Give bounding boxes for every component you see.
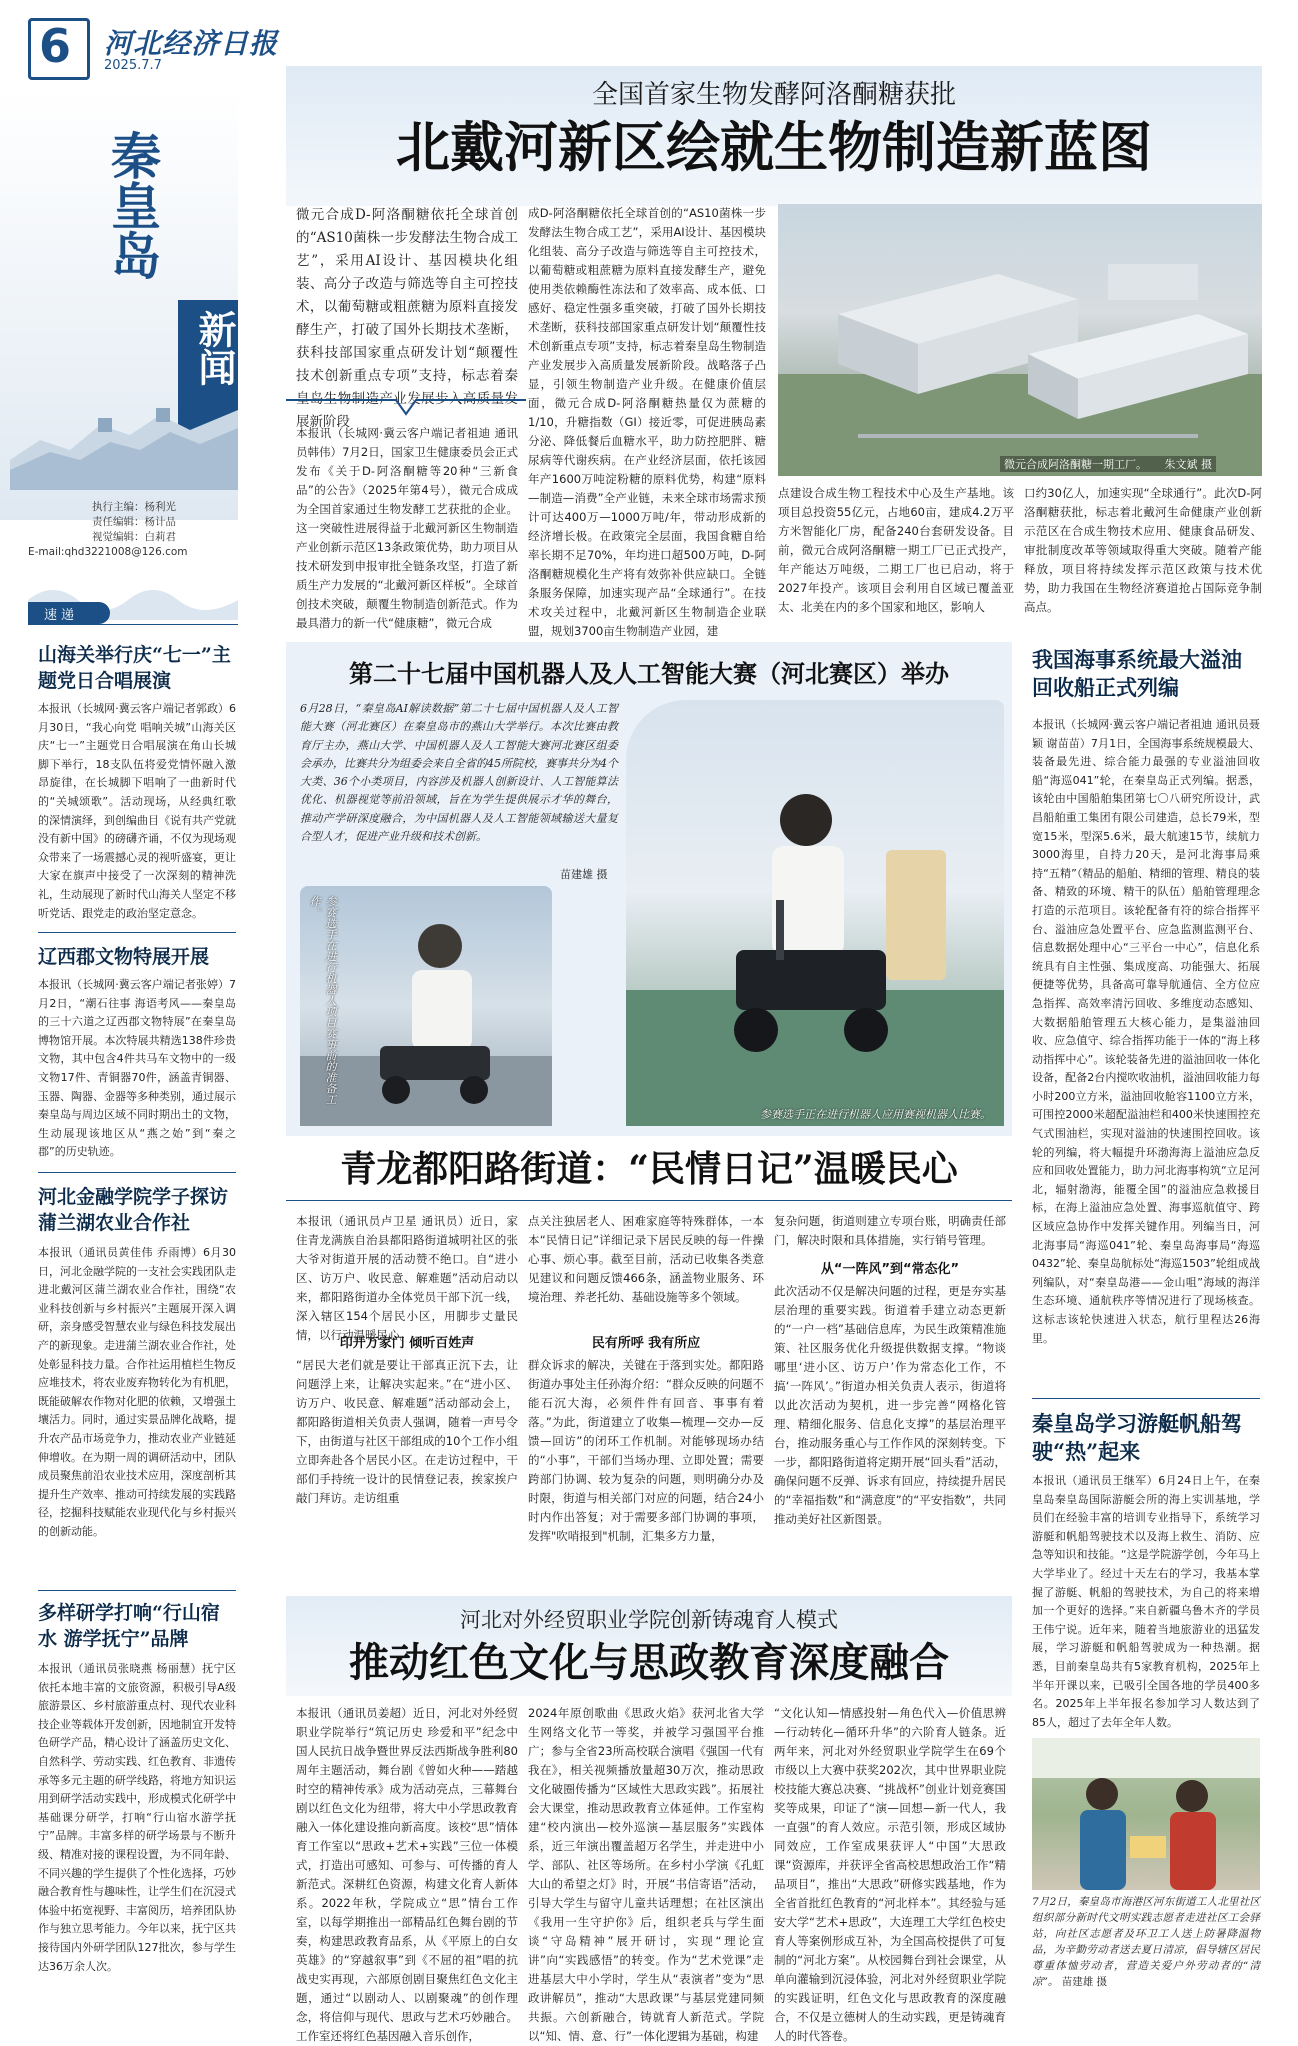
qinglong-col-2: 点关注独居老人、困难家庭等特殊群体，一本本“民情日记”详细记录下居民反映的每一件操心事、烦心事。截至目前，活动已收集各类意见建议和问题反馈466条，涵盖物业服务、环境治理、养老托幼、基础设施等多个领域。: [528, 1214, 764, 1304]
left-brief-title-1: 山海关举行庆“七一”主题党日合唱展演: [38, 644, 231, 692]
left-brief-title-4: 多样研学打响“行山宿水 游学抚宁”品牌: [38, 1602, 220, 1650]
qinglong-sub-2: 民有所呼 我有所应: [591, 1336, 701, 1351]
newspaper-name: 河北经济日报: [104, 27, 279, 60]
qinglong-col-1b: “居民大老们就是要让干部真正沉下去，让问题浮上来，让解决实起来。”在“进小区、访万户、收民意、解难题”活动部动会上，都阳路街道相关负责人强调，随着一声号令下，由街道与社区干部组成的10个工作小组立即奔赴各个居民小区。在走访过程中，干部们手持统一设计的民情登记表，挨家挨户敲门拜访。走访组重: [296, 1358, 518, 1505]
redculture-col-1: 本报讯（通讯员姜超）近日，河北对外经贸职业学院举行“筑记历史 珍爱和平”纪念中国人民抗日战争暨世界反法西斯战争胜利80周年主题活动，舞台剧《曾如火种——踏越时空的精神传承》成为活动亮点，三幕舞台剧以红色文化为纽带，将大中小学思政教育融入一体化建设推向新高度。该校“思”情体育工作室以“思政+艺术+实践”三位一体模式，打造出可感知、可参与、可传播的育人新范式。深耕红色资源，构建文化育人新体系。2022年秋，学院成立“思”情台工作室，以每学期推出一部精品红色舞台剧的节奏，构建思政教育品系，从《平原上的白女英雄》的“穿越叙事”到《不屈的祖”唱的抗战史实再现，六部原创剧目聚焦红色文化主题，通过“以剧动人、以剧聚魂”的创作理念，将信仰与现代、思政与艺术巧妙融合。工作室还将红色基因融入音乐创作，: [296, 1706, 518, 2043]
email-line: E-mail:qhd3221008@126.com: [28, 546, 188, 558]
issue-date: 2025.7.7: [104, 58, 162, 73]
robot-photographer: 苗建雄 摄: [560, 868, 608, 881]
brief-tag-rule: [28, 624, 238, 625]
left-brief-text-3: 本报讯（通讯员黄佳伟 乔雨博）6月30日，河北金融学院的一支社会实践团队走进北戴河区蒲兰湖农业合作社，围绕“农业科技创新与乡村振兴”主题展开深入调研，亲身感受智慧农业与绿色科技发展出产的新现象。走进蒲兰湖农业合作社，处处彰显科技力量。合作社运用植栏生物反应堆技术，将农业废弃物转化为有机肥，既能破解农作物对化肥的依赖，又增强土壤活力。同时，通过实景品牌化战略，提升农产品市场竞争力，推动农业产业链延伸增收。在为期一周的调研活动中，团队成员聚焦前沿农业技术应用，深度剖析其提升生产效率、推动可持续发展的实践路径，挖掘科技赋能农业现代化与乡村振兴的创新动能。: [38, 1246, 236, 1538]
volunteer-photo: [1032, 1738, 1260, 1890]
redculture-headline: 推动红色文化与思政教育深度融合: [349, 1639, 949, 1686]
editor-line: 执行主编：杨利光: [92, 501, 176, 513]
lead-photo-credit: 朱文斌 摄: [1164, 458, 1212, 471]
redculture-kicker: 河北对外经贸职业学院创新铸魂育人模式: [460, 1608, 838, 1632]
right-brief-text-2: 本报讯（通讯员王继军）6月24日上午，在秦皇岛秦皇岛国际游艇会所的海上实训基地，学员们在经验丰富的培训专业指导下，系统学习游艇和帆船驾驶技术以及海上救生、消防、应急等知识和技能。“这是学院游学创，今年马上大学毕业了。经过十天左右的学习，我基本掌握了游艇、帆船的驾驶技术，为自己的将来增加一个更好的选择。”来自新疆乌鲁木齐的学员王伟宁说。近年来，随着当地旅游业的迅猛发展，学习游艇和帆船驾驶成为一种热潮。据悉，目前秦皇岛共有5家教育机构，2025年上半年开课以来，已吸引全国各地的学员400多名。2025年上半年报名参加学习人数达到了85人，超过了去年全年人数。: [1032, 1474, 1260, 1729]
left-brief-title-2: 辽西郡文物特展开展: [38, 946, 210, 968]
volunteer-caption-credit: 苗建雄 摄: [1061, 1976, 1108, 1988]
left-brief-rule-2: [38, 1172, 236, 1173]
section-city: 秦皇岛: [103, 130, 162, 280]
qinglong-sub-1: 印开万家门 倾听百姓声: [339, 1336, 475, 1351]
robot-headline: 第二十七届中国机器人及人工智能大赛（河北赛区）举办: [349, 659, 949, 688]
lead-kicker: 全国首家生物发酵阿洛酮糖获批: [591, 80, 956, 110]
qinglong-col-3: 复杂问题，街道则建立专项台账，明确责任部门，解决时限和具体措施，实行销号管理。: [774, 1214, 1006, 1247]
right-brief-title-1: 我国海事系统最大溢油回收船正式列编: [1032, 647, 1242, 700]
left-brief-text-2: 本报讯（长城网·冀云客户端记者张婷）7月2日，“潮石往事 海语考风——秦皇岛的三十六道之辽西郡文物特展”在秦皇岛博物馆开展。本次特展共精选138件珍贵文物，其中包含4件共马车文物中的一级文物17件、青铜器70件，涵盖青铜器、玉器、陶器、金器等多种类别，通过展示秦皇岛与周边区域不同时期出土的文物，生动展现该地区从“燕之始”到“秦之郡”的历史轨迹。: [38, 978, 236, 1159]
lead-summary: 微元合成D-阿洛酮糖依托全球首创的“AS10菌株一步发酵法生物合成工艺”，采用AI设计、基因模块化组装、高分子改造与筛选等自主可控技术，以葡萄糖或粗蔗糖为原料直接发酵生产，打破了国外长期技术垄断，获科技部国家重点研发计划“颠覆性技术创新重点专项”支持，标志着秦皇岛生物制造产业发展步入高质量发展新阶段: [296, 207, 518, 430]
qinglong-col-2b: 群众诉求的解决，关键在于落到实处。都阳路街道办事处主任孙海介绍：“群众反映的问题不能石沉大海，必须件件有回音、事事有着落。”为此，街道建立了收集—梳理—交办—反馈—回访”的闭环工作机制。对能够现场办结的“小事”，干部们当场办理、立即处置；需要跨部门协调、较为复杂的问题，则明确分办及时限，街道与相关部门对应的问题，结合24小时内作出答复；对于需要多部门协调的事项，发挥"吹哨报到"机制，汇集多方力量，: [528, 1358, 764, 1543]
factory-aerial-illustration: [778, 204, 1262, 476]
left-brief-rule-1: [38, 932, 236, 933]
robot-right-illustration: [626, 700, 1004, 1126]
right-brief-title-2: 秦皇岛学习游艇帆船驾驶“热”起来: [1032, 1411, 1242, 1464]
brief-tag-label: 速递: [44, 608, 79, 623]
robot-photo-right: [626, 700, 1004, 1126]
right-brief-rule-1: [1032, 1398, 1260, 1399]
visual-editor-line: 视觉编辑：白莉君: [92, 531, 176, 543]
editor-credits: [28, 500, 232, 560]
volunteer-caption-text: 7月2日，秦皇岛市海港区河东街道工人北里社区组织部分新时代文明实践志愿者走进社区工会驿站，向社区志愿者及环卫工人送上防暑降温物品，为辛勤劳动者送去夏日清凉，倡导辖区居民尊重体恤劳动者，营造关爱户外劳动者的“清凉”。: [1032, 1896, 1260, 1988]
qinglong-col-3b: 此次活动不仅是解决问题的过程，更是夯实基层治理的重要实践。街道着手建立动态更新的“一户一档”基础信息库，为民生政策精准施策、社区服务优化升级提供数据支撑。“物谈哪里‘进小区、访万户’作为常态化工作，不搞‘一阵风’。”街道办相关负责人表示，街道将以此次活动为契机，进一步完善“网格化管理、精细化服务、信息化支撑”的基层治理平台，推动服务重心与工作作风的深刻转变。下一步，都阳路街道将定期开展“回头看”活动，确保问题不反弹、诉求有回应，持续提升居民的“幸福指数”和“满意度”的“平安指数”，共同推动美好社区新图景。: [774, 1284, 1006, 1526]
qinglong-sub-3: 从“一阵风”到“常态化”: [820, 1262, 960, 1277]
great-wall-illustration: [10, 380, 238, 490]
brief-tag: [28, 602, 110, 624]
redculture-col-3: “文化认知—情感投射—角色代入—价值思辨—行动转化—循环升华”的六阶育人链条。近两年来，河北对外经贸职业学院学生在69个市级以上大赛中获奖202次，其中世界职业院校技能大赛总决赛、“挑战杯”创业计划竞赛国奖等成果，印证了“演—回想—新一代人，我一直强”的育人效应。示范引领，形成区域协同效应，工作室成果获评人“中国”大思政课“资源库，并获评全省高校思想政治工作“精品项目”，推出“大思政”研修实践基地，作为全省首批红色教育的“河北样本”。其经验与延安大学“艺术+思政”，大连理工大学红色校史育人等案例形成互补，为全国高校提供了可复制的“河北方案”。从校园舞台到社会课堂，从单向灌输到沉浸体验，河北对外经贸职业学院的实践证明，红色文化与思政教育的深度融合，不仅是立德树人的生动实践，更是铸魂育人的时代答卷。: [774, 1706, 1006, 2043]
lead-col-2: 成D-阿洛酮糖依托全球首创的“AS10菌株一步发酵法生物合成工艺”，采用AI设计、基因模块化组装、高分子改造与筛选等自主可控技术，以葡萄糖或粗蔗糖为原料直接发酵生产，避免使用类依赖酶性冻法和了效率高、成本低、口感好、稳定性强多重突破，打破了国外长期技术垄断，获科技部国家重点研发计划“颠覆性技术创新重点专项”支持，标志着秦皇岛生物制造产业发展步入高质量发展新阶段。战略落子凸显，引领生物制造产业升级。在健康价值层面，微元合成D-阿洛酮糖热量仅为蔗糖的1/10，升糖指数（GI）接近零，可促进胰岛素分泌、降低餐后血糖水平，助力防控肥胖、糖尿病等代谢疾病。在产业经济层面，依托该园年产1600万吨淀粉糖的原料优势，构建“原料—制造—消费”全产业链，未来全球市场需求预计可达400万—1000万吨/年，带动形成新的经济增长极。在政策完全层面，我国食糖自给率长期不足70%，年均进口超500万吨，D-阿洛酮糖规模化生产将有效弥补供应缺口。全链条服务保障，加速实现产品“全球通行”。在技术攻关过程中，北戴河新区生物制造企业联盟，规划3700亩生物制造产业园，建: [528, 206, 766, 638]
summary-arrow-decoration: [286, 396, 526, 420]
page-number-box: [28, 18, 90, 80]
left-brief-rule-3: [38, 1590, 236, 1591]
left-brief-text-1: 本报讯（长城网·冀云客户端记者郭政）6月30日，“我心向党 唱响关城”山海关区庆“七一”主题党日合唱展演在角山长城脚下举行，18支队伍将爱党情怀融入激昂旋律，在长城脚下唱响了一曲新时代的“关城颂歌”。活动现场，从经典红歌的深情演绎，到创编曲目《说有共产党就没有新中国》的磅礴齐诵，不仅为现场观众带来了一场震撼心灵的视听盛宴，更让大家在旗声中接受了一次深刻的精神洗礼，生动展现了新时代山海关人坚定不移听党话、跟党走的政治坚定意念。: [38, 702, 236, 920]
lead-photo-caption-text: 微元合成阿洛酮糖一期工厂。: [1004, 458, 1147, 471]
lead-col-3: 点建设合成生物工程技术中心及生产基地。该项目总投资55亿元，占地60亩，建成4.2万平方米智能化厂房，配备240台套研发设备。目前，微元合成阿洛酮糖一期工厂已正式投产，年产能达万吨级，二期工厂也已启动，将于2027年投产。该项目会利用自区域已覆盖亚太、北美在内的多个国家和地区，影响人: [778, 486, 1014, 614]
robot-photo-left-caption: 参赛选手在进行机器人项目赛事前的准备工作。: [308, 896, 337, 1105]
redculture-col-2: 2024年原创歌曲《思政火焰》获河北省大学生网络文化节一等奖，并被学习强国平台推广；参与全省23所高校联合演唱《强国一代有我在》，相关视频播放量超30万次，推动思政文化破圈传播为“区域性大思政实践”。拓展社会大课堂，推动思政教育立体延伸。工作室构建“校内演出—校外巡演—基层服务”实践体系，近三年演出覆盖超万名学生，并走进中小学、部队、社区等场所。在乡村小学演《孔虹大山的希望之灯》时，开展“书信寄语”活动，引导大学生与留守儿童共话理想；在社区演出《我用一生守护你》后，组织老兵与学生面谈“守岛精神”展开研讨，实现“理论宣讲”向“实践感悟”的转变。作为“艺术党课”走进基层大中小学时，学生从“表演者”变为“思政讲解员”，推动“大思政课”与基层党建同频共振。六创新融合，铸就育人新范式。学院以“知、情、意、行”一体化逻辑为基础，构建: [528, 1706, 764, 2043]
lead-photo: [778, 204, 1262, 476]
section-name: 新闻: [192, 310, 237, 386]
left-brief-title-3: 河北金融学院学子探访蒲兰湖农业合作社: [38, 1186, 229, 1234]
lead-headline: 北戴河新区绘就生物制造新蓝图: [396, 115, 1152, 179]
qinglong-col-1: 本报讯（通讯员卢卫星 通讯员）近日，家住青龙满族自治县都阳路街道城明社区的张大爷对街道开展的活动赞不绝口。自“进小区、访万户、收民意、解难题”活动启动以来，都阳路街道办全体党员干部下沉一线，深入辖区154个居民小区，用脚步丈量民情，以行动温暖民心。: [296, 1214, 518, 1342]
page-number: 6: [39, 19, 72, 73]
robot-photo-right-caption: 参赛选手正在进行机器人应用赛视机器人比赛。: [760, 1108, 991, 1121]
lead-photo-caption: [1000, 456, 1216, 472]
lead-col-1: 本报讯（长城网·冀云客户端记者祖迪 通讯员韩伟）7月2日，国家卫生健康委员会正式发布《关于D-阿洛酮糖等20种“三新食品”的公告》（2025年第4号），微元合成成为全国首家通过生物发酵工艺获批的企业。这一突破性进展得益于北戴河新区生物制造产业创新示范区13条政策优势，助力项目从技术研发到申报审批全链条攻坚，打造了新质生产力发展的“北戴河新区样板”。全球首创技术突破，颠覆生物制造创新范式。作为最具潜力的新一代“健康糖”，微元合成: [296, 426, 518, 630]
qinglong-rule: [286, 1200, 1012, 1201]
robot-intro: 6月28日，“秦皇岛AI解读数据”第二十七届中国机器人及人工智能大赛（河北赛区）在秦皇岛市的燕山大学举行。本次比赛由教育厅主办，燕山大学、中国机器人及人工智能大赛河北赛区组委会承办，比赛共分为组委会来自全省的45所院校，赛事共分为4个大类、36个小类项目，内容涉及机器人创新设计、人工智能算法优化、机器视觉等前沿领域，旨在为学生提供展示才华的舞台，推动产学研深度融合，为中国机器人及人工智能领域输送大量复合型人才，促进产业升级和技术创新。: [300, 702, 618, 844]
lead-col-4: 口约30亿人，加速实现“全球通行”。此次D-阿洛酮糖获批，标志着北戴河生命健康产业创新示范区在合成生物技术应用、健康食品研发、审批制度改革等领域取得重大突破。随着产能释放，项目将持续发挥示范区政策与技术优势，助力我国在生物经济赛道抢占国际竞争制高点。: [1024, 486, 1262, 614]
volunteer-illustration: [1032, 1738, 1260, 1890]
right-brief-text-1: 本报讯（长城网·冀云客户端记者祖迪 通讯员聂颖 谢苗苗）7月1日，全国海事系统规模最大、装备最先进、综合能力最强的专业溢油回收船“海巡041”轮，在秦皇岛正式列编。据悉，该轮由中国船舶集团第七〇八研究所设计，武昌船舶重工集团有限公司建造，总长79米，型宽15米，型深5.6米，最大航速15节，续航力3000海里，自持力20天，是河北海事局乘持“五精”（精品的船舶、精细的管理、精良的装备、精致的环境、精干的队伍）船舶管理理念打造的示范项目。该轮配备有符的综合指挥平台、溢油应急处置平台、应急监测监测平台、信息数据处理中心“三平台一中心”，信息化系统具有自主性强、集成度高、功能强大、拓展便捷等优势，具备高可靠导航通信、全方位应急指挥、高效率清污回收、多维度动态感知、大数据船舶管理五大核心能力，是集溢油回收、应急值守、综合指挥功能于一体的“海上移动指挥中心”。该轮装备先进的溢油回收一体化设备，配备2台内搅吹收油机，溢油回收能力每小时200立方米，溢油回收舱容1100立方米，可围控2000米超配溢油栏和400米快速围控充气式围油栏，实现对溢油的快速围控回收。该轮的列编，将大幅提升环渤海海上溢油应急反应和回收处置能力，助力河北海事构筑“立足河北，辐射渤海，能覆全国”的溢油应急救援目标，在海上溢油应急处置、海事巡航值守、跨区域应急协作中发挥关键作用。列编当日，河北海事局“海巡041”轮、秦皇岛海事局“海巡0432”轮、秦皇岛航标处“海巡1503”轮组成战列编队，对“秦皇岛港——金山咀”海域的海洋生态环境、通航秩序等情况进行了现场核查。这标志该轮快速进入状态，航行里程达26海里。: [1032, 718, 1260, 1345]
left-brief-text-4: 本报讯（通讯员张晓燕 杨丽慧）抚宁区依托本地丰富的文旅资源，积极引导A级旅游景区、乡村旅游重点村、现代农业科技企业等载体开发创新，因地制宜开发特色研学产品，精心设计了涵盖历史文化、自然科学、劳动实践、红色教育、非遗传承等多元主题的研学线路，将地方知识运用到研学活动实践中，形成模式化研学中基础课分研学，打响“行山宿水游学抚宁”品牌。丰富多样的研学场景与不断升级、精准对接的课程设置，为不同年龄、不同兴趣的学生提供了个性化选择，巧妙融合教育性与趣味性，让学生们在沉浸式体验中拓宽视野、丰富阅历，培养团队协作与独立思考能力。今年以来，抚宁区共接待国内外研学团队127批次，参与学生达36万余人次。: [38, 1662, 236, 1973]
qinglong-headline: 青龙都阳路街道：“民情日记”温暖民心: [340, 1148, 958, 1190]
volunteer-caption: [1032, 1894, 1260, 1994]
duty-editor-line: 责任编辑：杨计品: [92, 516, 176, 528]
